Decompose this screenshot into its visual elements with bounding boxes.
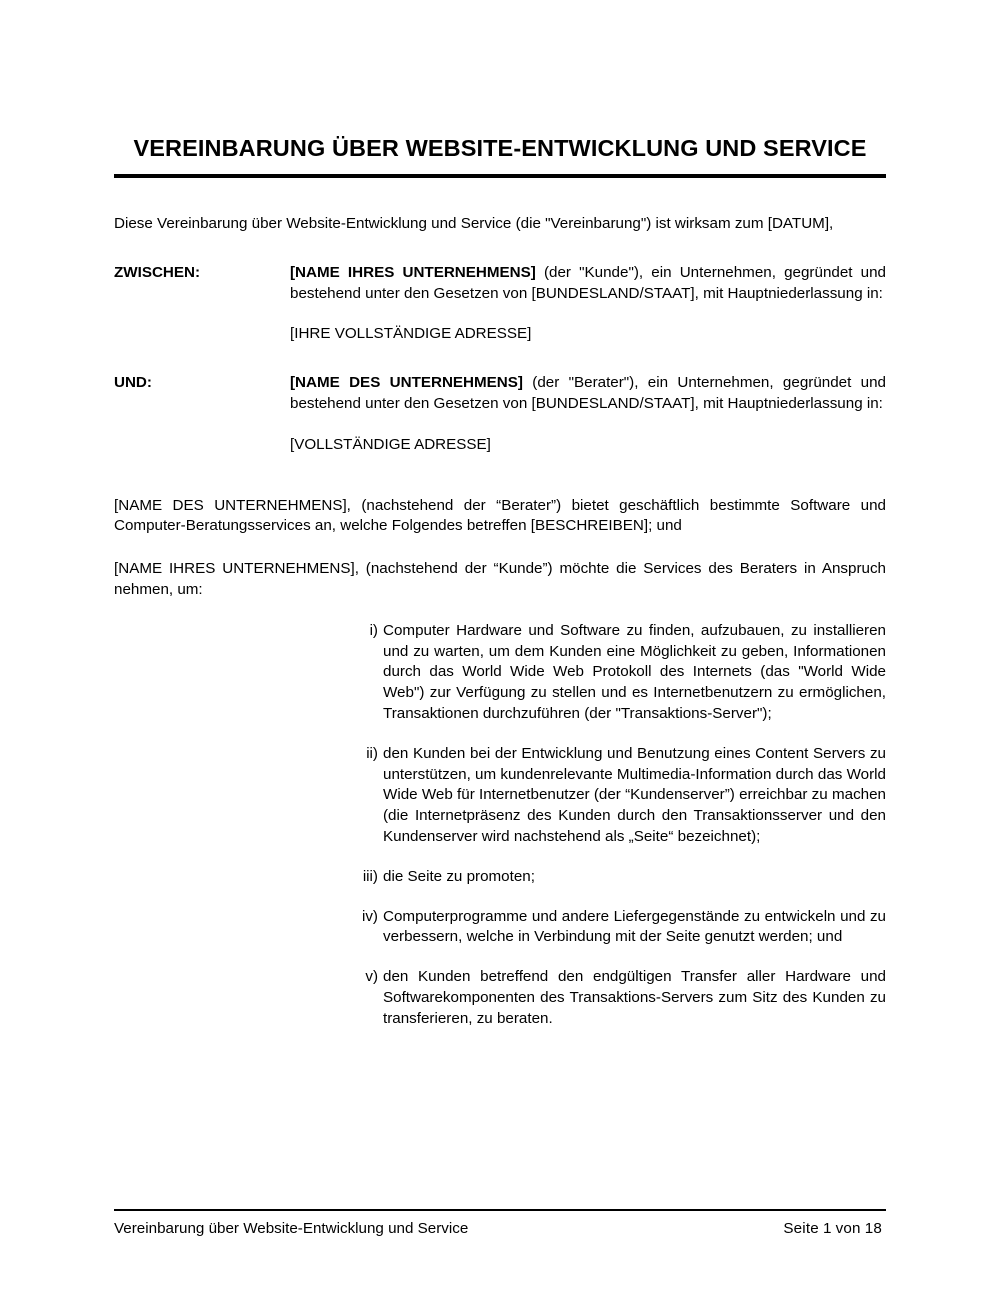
party-body-between [290, 263, 886, 345]
footer-row [114, 1219, 886, 1239]
footer-divider [114, 1209, 886, 1211]
purpose-list [334, 621, 886, 1030]
list-item-marker: iv) [361, 907, 378, 925]
party-block-between [114, 263, 886, 345]
party-body-and [290, 373, 886, 455]
list-item [334, 867, 886, 888]
spacer [114, 537, 886, 559]
list-item [334, 907, 886, 949]
page-title: VEREINBARUNG ÜBER WEBSITE-ENTWICKLUNG UND SERVICE [133, 135, 867, 161]
party-name-and: [NAME DES UNTERNEHMENS] [290, 374, 523, 392]
list-item [334, 621, 886, 725]
footer-page-word: Seite [783, 1220, 819, 1237]
spacer [114, 345, 886, 373]
list-item-marker: i) [369, 621, 378, 639]
party-name-between: [NAME IHRES UNTERNEHMENS] [290, 263, 536, 281]
list-item-marker: v) [365, 968, 378, 986]
footer-total-pages: 18 [864, 1220, 882, 1237]
footer-document-title: Vereinbarung über Website-Entwicklung und Service [114, 1220, 469, 1237]
recital-paragraph-1: [NAME DES UNTERNEHMENS], (nachstehend der “Berater”) bietet geschäftlich bestimmte Software und Computer-Beratungsservices an, welche Folgendes betreffen [BESCHREIBEN]; und [114, 496, 886, 535]
party-description-and: (der "Berater"), ein Unternehmen, gegründet und bestehend unter den Gesetzen von [BUNDESLAND/STAAT], mit Hauptniederlassung in: [290, 374, 886, 412]
document-body [114, 0, 886, 1030]
spacer [114, 601, 886, 621]
party-block-and [114, 373, 886, 455]
intro-paragraph: Diese Vereinbarung über Website-Entwicklung und Service (die "Vereinbarung") ist wirksam zum [DATUM], [114, 215, 834, 232]
party-address-and: [VOLLSTÄNDIGE ADRESSE] [290, 435, 491, 453]
spacer [114, 484, 886, 496]
party-label-and: UND: [114, 374, 152, 392]
list-item-text: Computerprogramme und andere Liefergegenstände zu entwickeln und zu verbessern, welche in Verbindung mit der Seite genutzt werden; und [383, 907, 886, 946]
list-item-text: Computer Hardware und Software zu finden, aufzubauen, zu installieren und zu warten, um dem Kunden eine Möglichkeit zu geben, Informationen durch das World Wide Web Protokoll des Internets (das "World Wide Web") zur Verfügung zu stellen und es Internetbenutzern zu ermöglichen, Transaktionen durchzuführen (der "Transaktions-Server"); [383, 621, 886, 722]
list-item [334, 744, 886, 848]
footer-page-number: 1 [822, 1220, 832, 1237]
list-item-marker: ii) [366, 744, 378, 762]
party-details-between [290, 263, 886, 305]
list-item-marker: iii) [362, 867, 378, 885]
list-item-text: die Seite zu promoten; [383, 867, 535, 885]
list-item-text: den Kunden betreffend den endgültigen Transfer aller Hardware und Softwarekomponenten des Transaktions-Servers zum Sitz des Kunden zu transferieren, zu beraten. [383, 968, 886, 1027]
spacer [114, 235, 886, 263]
spacer [114, 186, 886, 214]
recital-paragraph-2: [NAME IHRES UNTERNEHMENS], (nachstehend der “Kunde”) möchte die Services des Beraters in Anspruch nehmen, um: [114, 560, 886, 598]
purpose-list-wrapper [334, 621, 886, 1030]
footer-of-word: von [835, 1220, 861, 1237]
list-item-text: den Kunden bei der Entwicklung und Benutzung eines Content Servers zu unterstützen, um kundenrelevante Multimedia-Information durch das World Wide Web für Internetbenutzer (der “Kundenserver”) erreichbar zu machen (die Internetpräsenz des Kunden durch den Transaktionsserver und den Kundenserver wird nachstehend als „Seite“ bezeichnet); [383, 744, 886, 845]
party-description-between: (der "Kunde"), ein Unternehmen, gegründet und bestehend unter den Gesetzen von [BUNDESLAND/STAAT], mit Hauptniederlassung in: [290, 263, 886, 302]
footer-pagination [783, 1219, 886, 1239]
party-address-between: [IHRE VOLLSTÄNDIGE ADRESSE] [290, 325, 532, 343]
page-footer [114, 1209, 886, 1239]
list-item [334, 967, 886, 1029]
spacer [114, 456, 886, 484]
title-divider [114, 174, 886, 178]
party-details-and [290, 373, 886, 415]
party-label-between: ZWISCHEN: [114, 263, 201, 281]
